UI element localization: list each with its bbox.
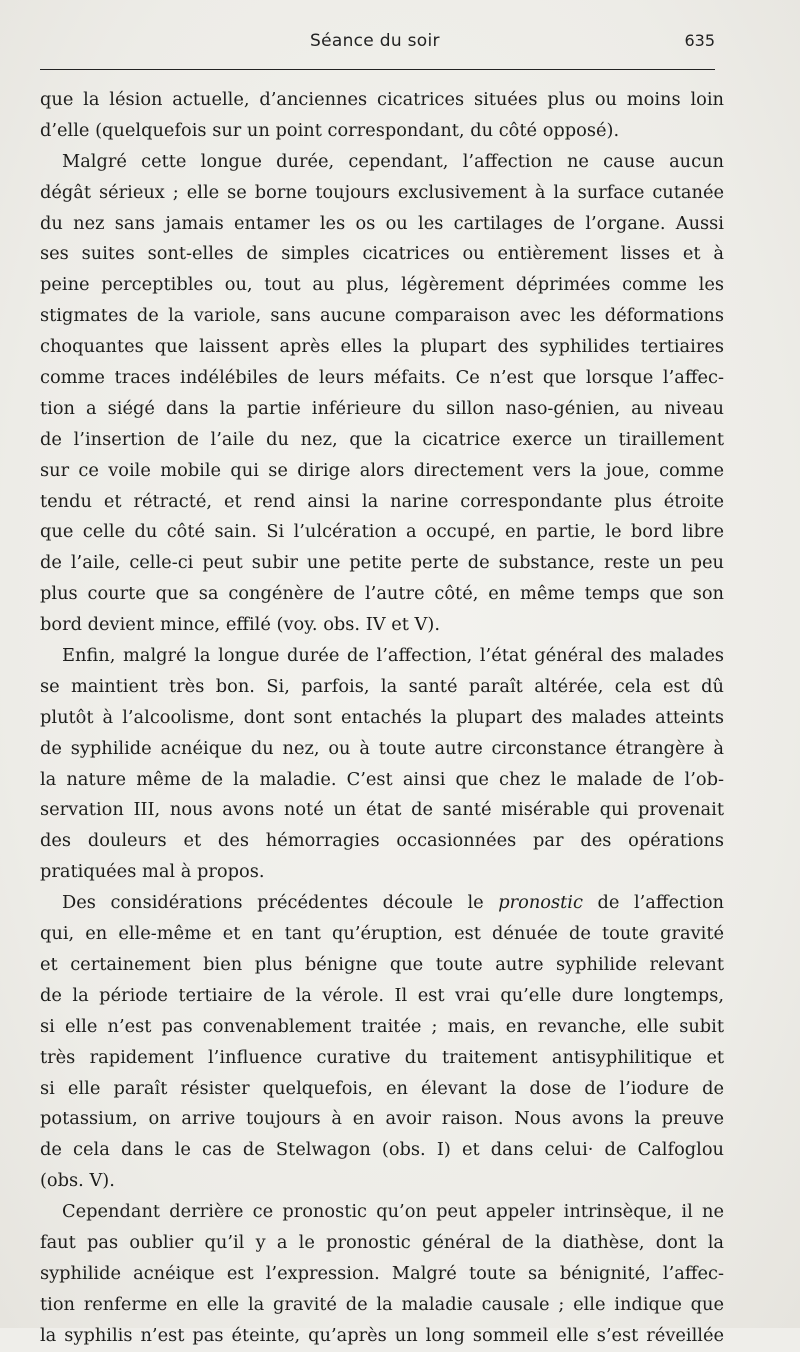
text-line: qui, en elle-même et en tant qu’éruption, est dénuée de toute gravité [40,923,724,945]
text-line: tion a siégé dans la partie inférieure du sillon naso-génien, au niveau [40,397,724,419]
text-line: choquantes que laissent après elles la plupart des syphilides tertiaires [40,336,724,358]
text-line: que la lésion actuelle, d’anciennes cicatrices situées plus ou moins loin [40,89,724,110]
text-line: comme traces indélébiles de leurs méfaits. Ce n’est que lorsque l’affec- [40,367,724,389]
text-line: dégât sérieux ; elle se borne toujours exclusivement à la surface cutanée [40,181,724,203]
text-line: très rapidement l’influence curative du traitement antisyphilitique et [40,1046,724,1068]
text-line-head: Des considérations précédentes découle le [62,892,484,914]
text-line: que celle du côté sain. Si l’ulcération a occupé, en partie, le bord libre [40,521,724,543]
text-line: syphilide acnéique est l’expression. Malgré toute sa bénignité, l’affec- [40,1262,724,1284]
running-title: Séance du soir [310,31,440,51]
text-line: de cela dans le cas de Stelwagon (obs. I) et dans celui· de Calfoglou [40,1139,724,1161]
text-line-pronostic [40,888,724,919]
text-line: Malgré cette longue durée, cependant, l’affection ne cause aucun [62,150,724,172]
text-line: et certainement bien plus bénigne que toute autre syphilide relevant [40,953,724,975]
text-line: de l’insertion de l’aile du nez, que la cicatrice exerce un tiraillement [40,428,724,450]
text-line: se maintient très bon. Si, parfois, la santé paraît altérée, cela est dû [40,675,724,697]
text-line: la nature même de la maladie. C’est ainsi que chez le malade de l’ob- [40,768,724,790]
text-line: (obs. V). [40,1170,115,1192]
text-line: sur ce voile mobile qui se dirige alors directement vers la joue, comme [40,459,724,481]
text-line: servation III, nous avons noté un état de santé misérable qui provenait [40,799,724,821]
text-line: la syphilis n’est pas éteinte, qu’après un long sommeil elle s’est réveillée [40,1324,724,1346]
text-line-tail: de l’affection [597,892,724,914]
text-line: de l’aile, celle-ci peut subir une petite perte de substance, reste un peu [40,552,724,574]
text-line: plus courte que sa congénère de l’autre côté, en même temps que son [40,583,724,605]
text-line: tendu et rétracté, et rend ainsi la narine correspondante plus étroite [40,490,724,512]
text-line: pratiquées mal à propos. [40,861,265,883]
header-rule [40,69,715,70]
page-header [40,31,715,59]
text-line: stigmates de la variole, sans aucune comparaison avec les déformations [40,305,724,327]
text-line: si elle n’est pas convenablement traitée ; mais, en revanche, elle subit [40,1015,724,1037]
text-line: des douleurs et des hémorragies occasionnées par des opérations [40,830,724,852]
text-line: bord devient mince, effilé (voy. obs. IV et V). [40,614,440,636]
text-line: d’elle (quelquefois sur un point correspondant, du côté opposé). [40,119,620,141]
text-line: ses suites sont-elles de simples cicatrices ou entièrement lisses et à [40,243,724,265]
body-text [40,85,724,1352]
text-line: si elle paraît résister quelquefois, en élevant la dose de l’iodure de [40,1077,724,1099]
text-line: plutôt à l’alcoolisme, dont sont entachés la plupart des malades atteints [40,706,724,728]
text-line: du nez sans jamais entamer les os ou les cartilages de l’organe. Aussi [40,212,724,234]
text-line: peine perceptibles ou, tout au plus, légèrement déprimées comme les [40,274,724,296]
text-line: tion renferme en elle la gravité de la maladie causale ; elle indique que [40,1293,724,1315]
text-line: de la période tertiaire de la vérole. Il est vrai qu’elle dure longtemps, [40,984,724,1006]
text-line: Cependant derrière ce pronostic qu’on peut appeler intrinsèque, il ne [62,1201,724,1223]
text-line: de syphilide acnéique du nez, ou à toute autre circonstance étrangère à [40,737,724,759]
pronostic-italic: pronostic [498,892,583,914]
page-number: 635 [684,31,715,50]
text-line: Enfin, malgré la longue durée de l’affection, l’état général des malades [62,645,724,667]
text-line: faut pas oublier qu’il y a le pronostic général de la diathèse, dont la [40,1231,724,1253]
text-line: potassium, on arrive toujours à en avoir raison. Nous avons la preuve [40,1108,724,1130]
